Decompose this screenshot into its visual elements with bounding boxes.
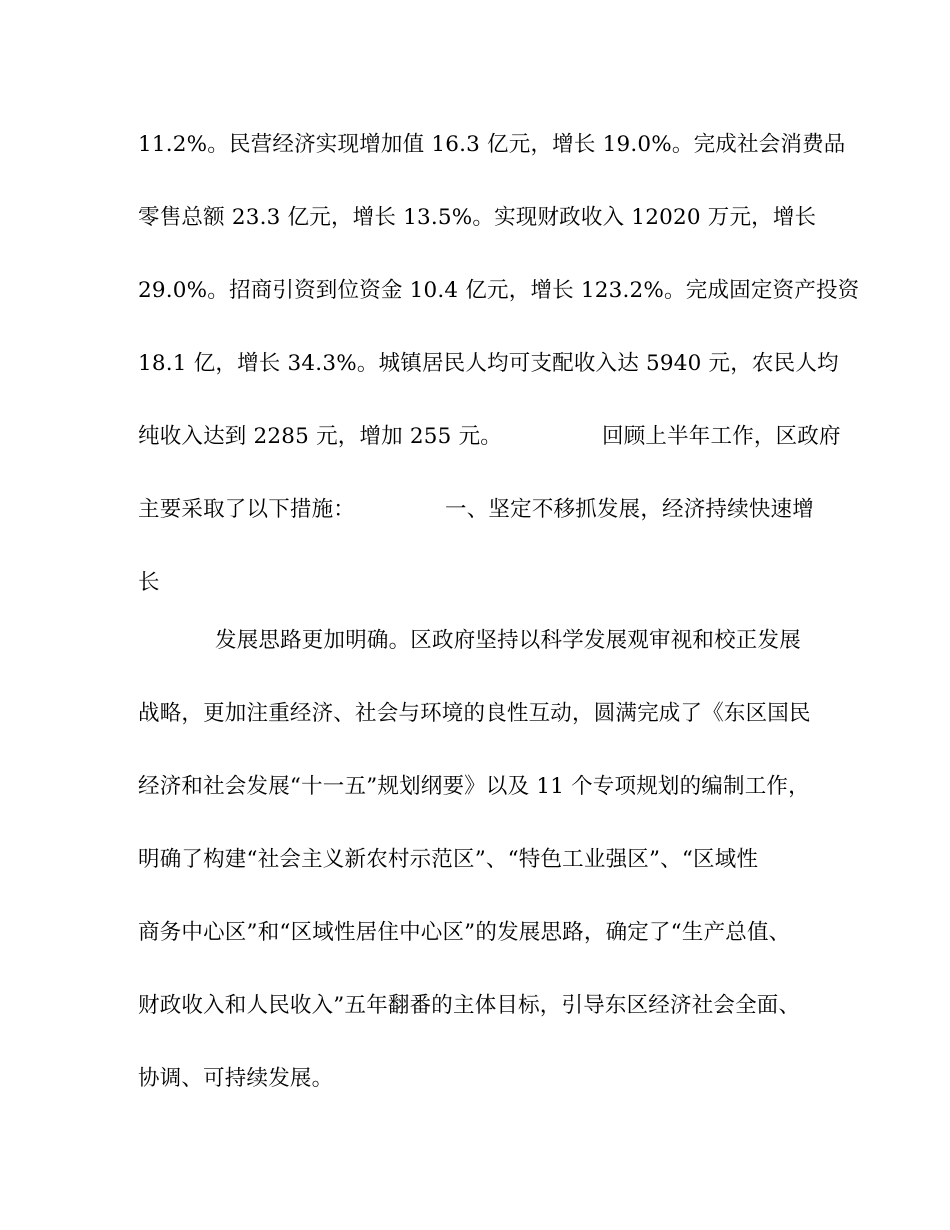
text-line: 经济和社会发展“十一五”规划纲要》以及 11 个专项规划的编制工作， bbox=[138, 774, 810, 799]
text-line bbox=[138, 496, 814, 524]
text-line: 11.2%。民营经济实现增加值 16.3 亿元，增长 19.0%。完成社会消费品 bbox=[138, 132, 846, 157]
paragraph-first-line: 发展思路更加明确。区政府坚持以科学发展观审视和校正发展 bbox=[215, 628, 801, 653]
text-line: 18.1 亿，增长 34.3%。城镇居民人均可支配收入达 5940 元，农民人均 bbox=[138, 351, 839, 376]
text-line: 战略，更加注重经济、社会与环境的良性互动，圆满完成了《东区国民 bbox=[138, 701, 811, 726]
text-line bbox=[138, 423, 841, 451]
text-line: 29.0%。招商引资到位资金 10.4 亿元，增长 123.2%。完成固定资产投资 bbox=[138, 278, 860, 303]
text-line: 财政收入和人民收入”五年翻番的主体目标，引导东区经济社会全面、 bbox=[138, 993, 801, 1018]
text-line: 零售总额 23.3 亿元，增长 13.5%。实现财政收入 12020 万元，增长 bbox=[138, 205, 817, 230]
text-line: 明确了构建“社会主义新农村示范区”、“特色工业强区”、“区域性 bbox=[138, 847, 759, 872]
text-segment: 回顾上半年工作，区政府 bbox=[602, 424, 841, 449]
text-line: 协调、可持续发展。 bbox=[138, 1066, 334, 1091]
text-line: 商务中心区”和“区域性居住中心区”的发展思路，确定了“生产总值、 bbox=[138, 920, 791, 945]
text-line: 长 bbox=[138, 570, 160, 595]
text-segment: 纯收入达到 2285 元，增加 255 元。 bbox=[138, 424, 502, 449]
section-heading: 一、坚定不移抓发展，经济持续快速增 bbox=[445, 497, 814, 522]
text-segment: 主要采取了以下措施： bbox=[138, 497, 356, 522]
